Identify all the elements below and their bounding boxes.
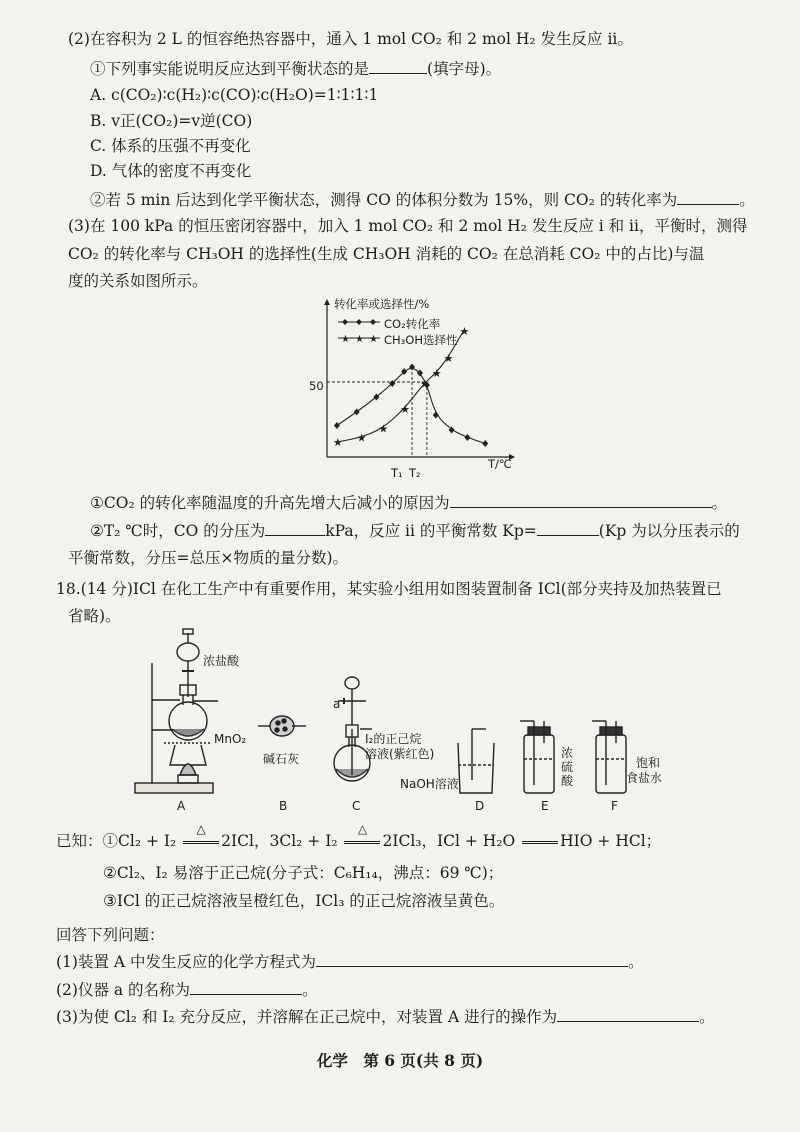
q17-part2-q2-tail: 。 [739, 191, 755, 209]
q17-part2-q2 [90, 188, 755, 211]
apparatus-f [592, 721, 626, 793]
answer-blank[interactable] [316, 950, 628, 967]
answer-blank[interactable] [557, 1005, 699, 1022]
legend-marker-co2 [342, 319, 348, 325]
q17-part3-q1 [90, 491, 727, 514]
q17-part3-q2-a: ②T₂ ℃时，CO 的分压为 [90, 522, 266, 540]
answer-blank[interactable] [190, 978, 302, 995]
known-equations [56, 822, 662, 852]
apparatus-d [458, 729, 494, 793]
chart-x-tick-t1: T₁ [391, 466, 403, 480]
heat-arrow-1 [181, 822, 221, 852]
answer-blank[interactable] [450, 491, 712, 508]
q17-part3-l1: (3)在 100 kPa 的恒压密闭容器中，加入 1 mol CO₂ 和 2 mol H₂ 发生反应 i 和 ii，平衡时，测得 [68, 217, 748, 235]
q17-part3-q1-text: ①CO₂ 的转化率随温度的升高先增大后减小的原因为 [90, 494, 450, 512]
answer-blank[interactable] [537, 519, 599, 536]
eq1-left: Cl₂ + I₂ [118, 832, 177, 850]
data-point-ch3oh: ★ [356, 431, 367, 445]
data-point-co2 [417, 370, 423, 377]
label-c-solution-1: I₂的正己烷 [365, 732, 422, 746]
label-D: D [475, 799, 485, 813]
answer-intro: 回答下列问题： [56, 926, 165, 944]
chart-x-tick-t2: T₂ [409, 466, 421, 480]
data-point-ch3oh: ★ [443, 352, 454, 365]
q18-sub1-text: (1)装置 A 中发生反应的化学方程式为 [56, 953, 317, 971]
q18-sub2-text: (2)仪器 a 的名称为 [56, 981, 191, 999]
q18-sub3-text: (3)为使 Cl₂ 和 I₂ 充分反应，并溶解在正己烷中，对装置 A 进行的操作为 [56, 1008, 558, 1026]
q17-part3-l2: CO₂ 的转化率与 CH₃OH 的选择性(生成 CH₃OH 消耗的 CO₂ 在总消耗 CO₂ 中的占比)与温 [68, 245, 705, 263]
data-point-ch3oh: ★ [400, 403, 411, 416]
q17-part3-q2-b: kPa，反应 ii 的平衡常数 Kp= [325, 522, 537, 540]
q17-part2-q1 [90, 57, 501, 80]
data-point-co2 [433, 412, 439, 419]
label-brine-2: 食盐水 [626, 771, 663, 785]
label-c-solution-2: 溶液(紫红色) [365, 747, 435, 761]
delta-sign: △ [357, 822, 368, 836]
option-b: B. v正(CO₂)=v逆(CO) [90, 112, 253, 130]
known-2: ②Cl₂、I₂ 易溶于正己烷(分子式：C₆H₁₄，沸点：69 ℃)； [103, 864, 504, 882]
label-B: B [279, 799, 288, 813]
page-footer: 化学 第 6 页(共 8 页) [316, 1051, 484, 1070]
option-d: D. 气体的密度不再变化 [90, 162, 252, 180]
option-a: A. c(CO₂)∶c(H₂)∶c(CO)∶c(H₂O)=1∶1∶1∶1 [90, 86, 379, 104]
data-point-ch3oh: ★ [332, 436, 343, 449]
label-naoh: NaOH溶液 [400, 777, 459, 791]
q18-sub3 [56, 1005, 715, 1028]
chart-y-tick: 50 [309, 379, 324, 393]
q17-part3-l3: 度的关系如图所示。 [68, 272, 208, 290]
label-conc-hcl: 浓盐酸 [203, 654, 240, 668]
legend-marker-co2 [356, 319, 362, 325]
legend-marker-ch3oh: ★ [369, 334, 378, 345]
label-conc-h2so4-1: 浓 [561, 746, 574, 760]
q17-part3-q2 [90, 519, 740, 542]
data-point-ch3oh: ★ [431, 367, 442, 380]
eq2-right: 2ICl₃，ICl + H₂O [382, 832, 516, 850]
heat-arrow-2 [342, 822, 382, 852]
q18-stem-l2: 省略)。 [68, 607, 121, 625]
label-soda-lime: 碱石灰 [263, 752, 300, 766]
data-point-ch3oh: ★ [459, 325, 470, 338]
label-a: a [333, 697, 341, 711]
chart-ylabel: 转化率或选择性/% [334, 297, 430, 311]
label-A: A [177, 799, 186, 813]
label-conc-h2so4-3: 酸 [561, 774, 574, 788]
legend-marker-co2 [370, 319, 376, 325]
q18-stem-l1: 18.(14 分)ICl 在化工生产中有重要作用，某实验小组用如图装置制备 ICl(部分夹持及加热装置已 [56, 580, 722, 598]
eq3-right: HIO + HCl； [560, 832, 662, 850]
label-mno2: MnO₂ [214, 732, 247, 746]
answer-blank[interactable] [369, 57, 427, 74]
answer-blank[interactable] [677, 188, 739, 205]
q17-part2-q1-text: ①下列事实能说明反应达到平衡状态的是 [90, 60, 370, 78]
y-axis-arrow [324, 299, 330, 305]
known-prefix: 已知：① [56, 832, 119, 850]
label-brine-1: 饱和 [636, 756, 661, 770]
data-point-co2 [354, 409, 360, 416]
label-F: F [611, 799, 618, 813]
apparatus-e [520, 721, 554, 793]
data-point-ch3oh: ★ [419, 377, 430, 391]
data-point-co2 [482, 440, 488, 447]
q17-part3-q1-tail: 。 [711, 494, 728, 512]
label-C: C [352, 799, 361, 813]
eq1-right: 2ICl，3Cl₂ + I₂ [221, 832, 338, 850]
apparatus-c [334, 677, 372, 781]
chart-xlabel: T/℃ [488, 457, 512, 471]
q18-sub1 [56, 950, 644, 973]
data-point-ch3oh: ★ [378, 422, 389, 436]
answer-blank[interactable] [265, 519, 325, 536]
known-3: ③ICl 的正己烷溶液呈橙红色，ICl₃ 的正己烷溶液呈黄色。 [103, 892, 505, 910]
apparatus-b [258, 716, 306, 736]
q17-part3-q2-cont: 平衡常数，分压=总压×物质的量分数)。 [68, 549, 349, 567]
legend-ch3oh: CH₃OH选择性 [384, 333, 458, 347]
legend-co2: CO₂转化率 [384, 317, 441, 331]
data-point-co2 [334, 422, 340, 429]
q17-part2-q2-text: ②若 5 min 后达到化学平衡状态，测得 CO 的体积分数为 15%，则 CO₂ 的转化率为 [90, 191, 678, 209]
label-conc-h2so4-2: 硫 [561, 760, 574, 774]
q17-part2-q1-tail: (填字母)。 [427, 60, 502, 78]
option-c: C. 体系的压强不再变化 [90, 137, 251, 155]
equals-sign [520, 830, 560, 852]
q17-part3-q2-c: (Kp 为以分压表示的 [598, 522, 740, 540]
data-point-co2 [464, 434, 470, 441]
legend-marker-ch3oh: ★ [341, 334, 350, 345]
q18-sub2 [56, 978, 318, 1001]
q17-part2-intro: (2)在容积为 2 L 的恒容绝热容器中，通入 1 mol CO₂ 和 2 mol H₂ 发生反应 ii。 [68, 30, 633, 48]
q18-sub3-tail: 。 [699, 1008, 715, 1026]
legend-marker-ch3oh: ★ [355, 334, 364, 345]
label-E: E [541, 799, 549, 813]
delta-sign: △ [196, 822, 206, 836]
q18-sub2-tail: 。 [302, 981, 318, 999]
q18-sub1-tail: 。 [628, 953, 644, 971]
